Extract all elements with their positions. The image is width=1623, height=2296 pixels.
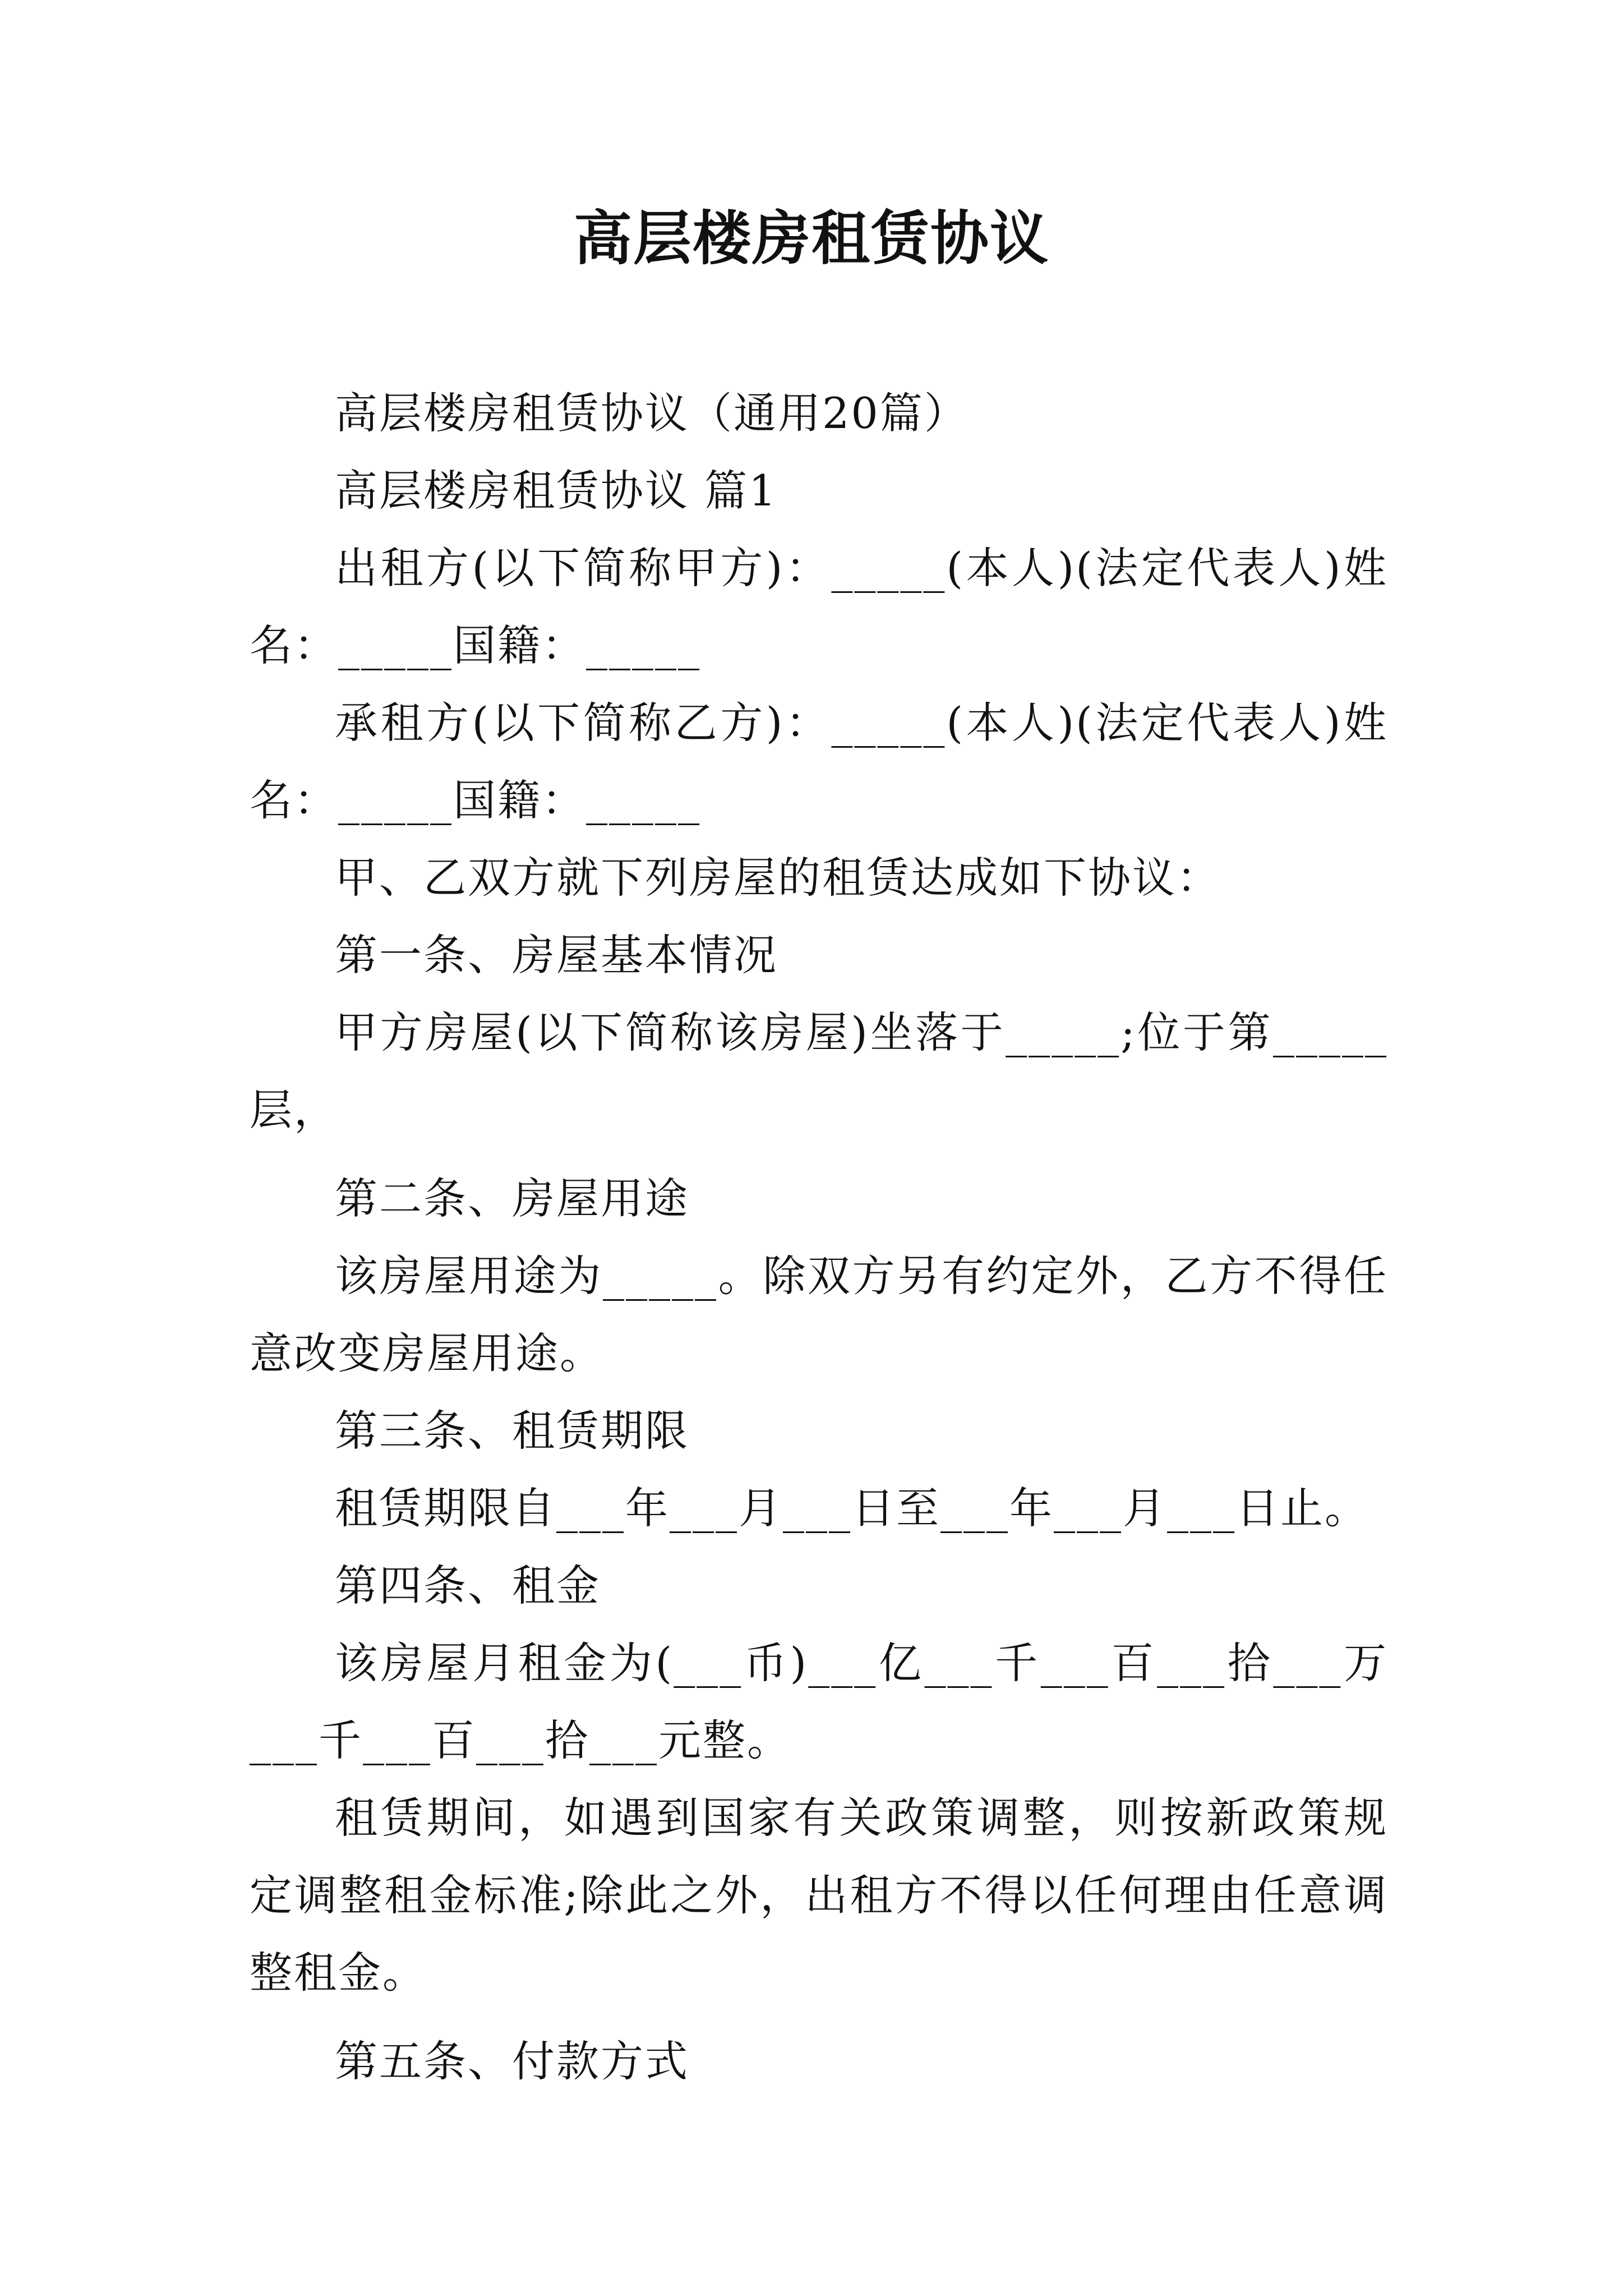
article-4-heading: 第四条、租金 [335, 1561, 601, 1611]
article-3-heading: 第三条、租赁期限 [335, 1406, 689, 1456]
paragraph-subtitle: 高层楼房租赁协议（通用20篇） [335, 388, 969, 438]
article-1-text: 甲方房屋(以下简称该房屋)坐落于_____;位于第_____层， [250, 1007, 1388, 1135]
document-title: 高层楼房租赁协议 [573, 204, 1049, 273]
article-2-text: 该房屋用途为_____。除双方另有约定外，乙方不得任意改变房屋用途。 [250, 1251, 1388, 1378]
article-2-heading: 第二条、房屋用途 [335, 1174, 689, 1223]
article-5-heading: 第五条、付款方式 [335, 2036, 689, 2086]
paragraph-section-heading: 高层楼房租赁协议 篇1 [335, 466, 778, 516]
article-3-text: 租赁期限自___年___月___日至___年___月___日止。 [335, 1483, 1369, 1533]
paragraph-lessor: 出租方(以下简称甲方)：_____(本人)(法定代表人)姓名：_____国籍：_____ [250, 543, 1388, 670]
document-body [250, 375, 1388, 2100]
article-4-adjustment-text: 租赁期间，如遇到国家有关政策调整，则按新政策规定调整租金标准;除此之外，出租方不得以任何理由任意调整租金。 [250, 1793, 1388, 1998]
paragraph-agreement-intro: 甲、乙双方就下列房屋的租赁达成如下协议： [335, 853, 1221, 903]
article-1-heading: 第一条、房屋基本情况 [335, 930, 778, 980]
paragraph-lessee: 承租方(以下简称乙方)：_____(本人)(法定代表人)姓名：_____国籍：_____ [250, 698, 1388, 825]
article-4-text: 该房屋月租金为(___币)___亿___千___百___拾___万___千___百___拾___元整。 [250, 1638, 1388, 1765]
